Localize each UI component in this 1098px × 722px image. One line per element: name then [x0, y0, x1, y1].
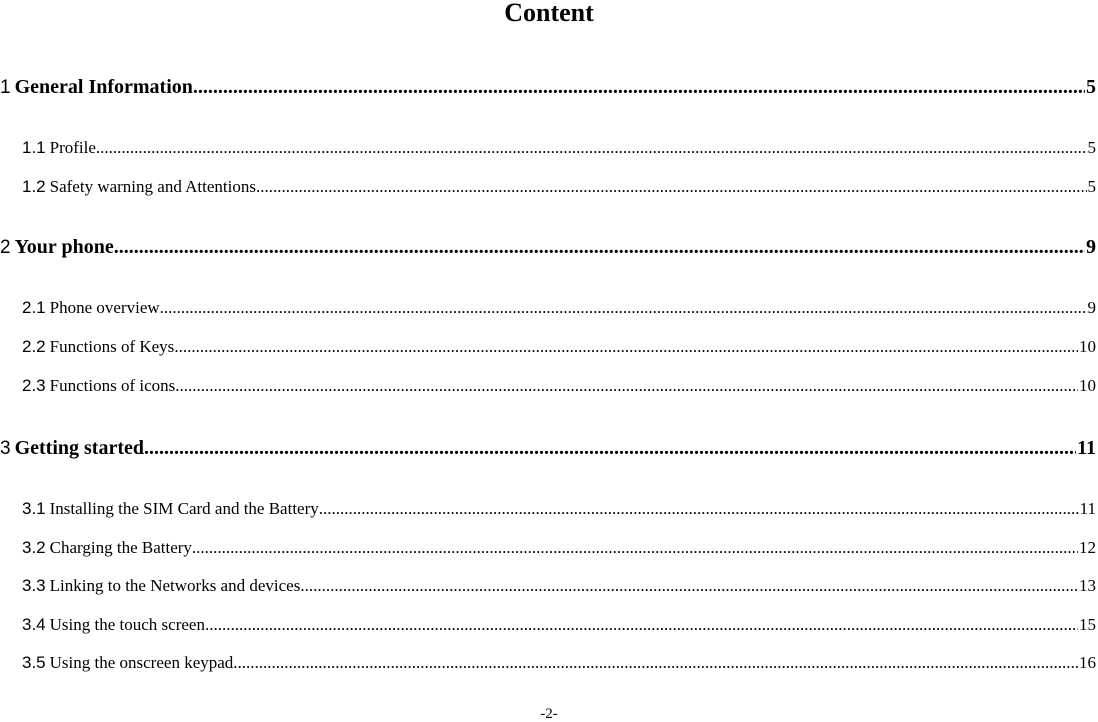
toc-page-number: 9 [1087, 298, 1096, 317]
toc-entry-2-1[interactable] [0, 298, 1096, 318]
toc-number: 3.5 [22, 653, 46, 672]
toc-number: 2 [0, 237, 11, 258]
toc-entry-2-3[interactable] [0, 376, 1096, 396]
toc-number: 3.4 [22, 615, 46, 634]
toc-page-number: 9 [1086, 236, 1096, 258]
toc-label: Linking to the Networks and devices [49, 576, 301, 595]
page-title: Content [504, 0, 594, 27]
dot-leader [175, 376, 1078, 396]
dot-leader [319, 499, 1079, 519]
toc-number: 2.3 [22, 376, 46, 395]
toc-number: 2.2 [22, 337, 46, 356]
toc-entry-1[interactable] [0, 76, 1096, 99]
dot-leader [300, 576, 1078, 596]
dot-leader [256, 177, 1087, 197]
toc-label: Functions of icons [49, 376, 176, 395]
dot-leader [233, 653, 1078, 673]
toc-label: Safety warning and Attentions [49, 177, 256, 196]
toc-page-number: 11 [1077, 437, 1096, 459]
toc-page-number: 16 [1079, 653, 1096, 672]
toc-label: Getting started [14, 437, 144, 459]
dot-leader [160, 298, 1087, 318]
page-number-footer: -2- [540, 706, 558, 722]
toc-label: Phone overview [49, 298, 160, 317]
toc-number: 2.1 [22, 298, 46, 317]
toc-entry-3-1[interactable] [0, 499, 1096, 519]
toc-number: 3.3 [22, 576, 46, 595]
toc-entry-3-5[interactable] [0, 653, 1096, 673]
toc-entry-3-3[interactable] [0, 576, 1096, 596]
dot-leader [193, 76, 1085, 99]
toc-number: 3.2 [22, 538, 46, 557]
toc-number: 3.1 [22, 499, 46, 518]
toc-page-number: 13 [1079, 576, 1096, 595]
toc-entry-2-2[interactable] [0, 337, 1096, 357]
toc-page-number: 5 [1086, 76, 1096, 98]
toc-label: Using the touch screen [49, 615, 205, 634]
toc-label: Using the onscreen keypad [49, 653, 234, 672]
toc-label: Your phone [14, 236, 114, 258]
dot-leader [174, 337, 1078, 357]
dot-leader [114, 236, 1085, 259]
toc-entry-1-2[interactable] [0, 177, 1096, 197]
toc-number: 1.1 [22, 138, 46, 157]
toc-entry-2[interactable] [0, 236, 1096, 259]
toc-page-number: 10 [1079, 376, 1096, 395]
toc-number: 1 [0, 77, 11, 98]
toc-entry-3-2[interactable] [0, 538, 1096, 558]
toc-number: 3 [0, 438, 11, 459]
dot-leader [144, 437, 1076, 460]
toc-page-number: 5 [1087, 177, 1096, 196]
toc-page-number: 15 [1079, 615, 1096, 634]
toc-label: General Information [14, 76, 193, 98]
toc-page-number: 11 [1079, 499, 1096, 518]
toc-label: Charging the Battery [49, 538, 192, 557]
toc-label: Installing the SIM Card and the Battery [49, 499, 319, 518]
toc-page-number: 10 [1079, 337, 1096, 356]
toc-number: 1.2 [22, 177, 46, 196]
dot-leader [205, 615, 1078, 635]
toc-page-number: 5 [1087, 138, 1096, 157]
toc-entry-1-1[interactable] [0, 138, 1096, 158]
toc-label: Functions of Keys [49, 337, 175, 356]
toc-page-number: 12 [1079, 538, 1096, 557]
toc-entry-3-4[interactable] [0, 615, 1096, 635]
toc-label: Profile [49, 138, 96, 157]
toc-entry-3[interactable] [0, 437, 1096, 460]
dot-leader [96, 138, 1087, 158]
dot-leader [192, 538, 1078, 558]
